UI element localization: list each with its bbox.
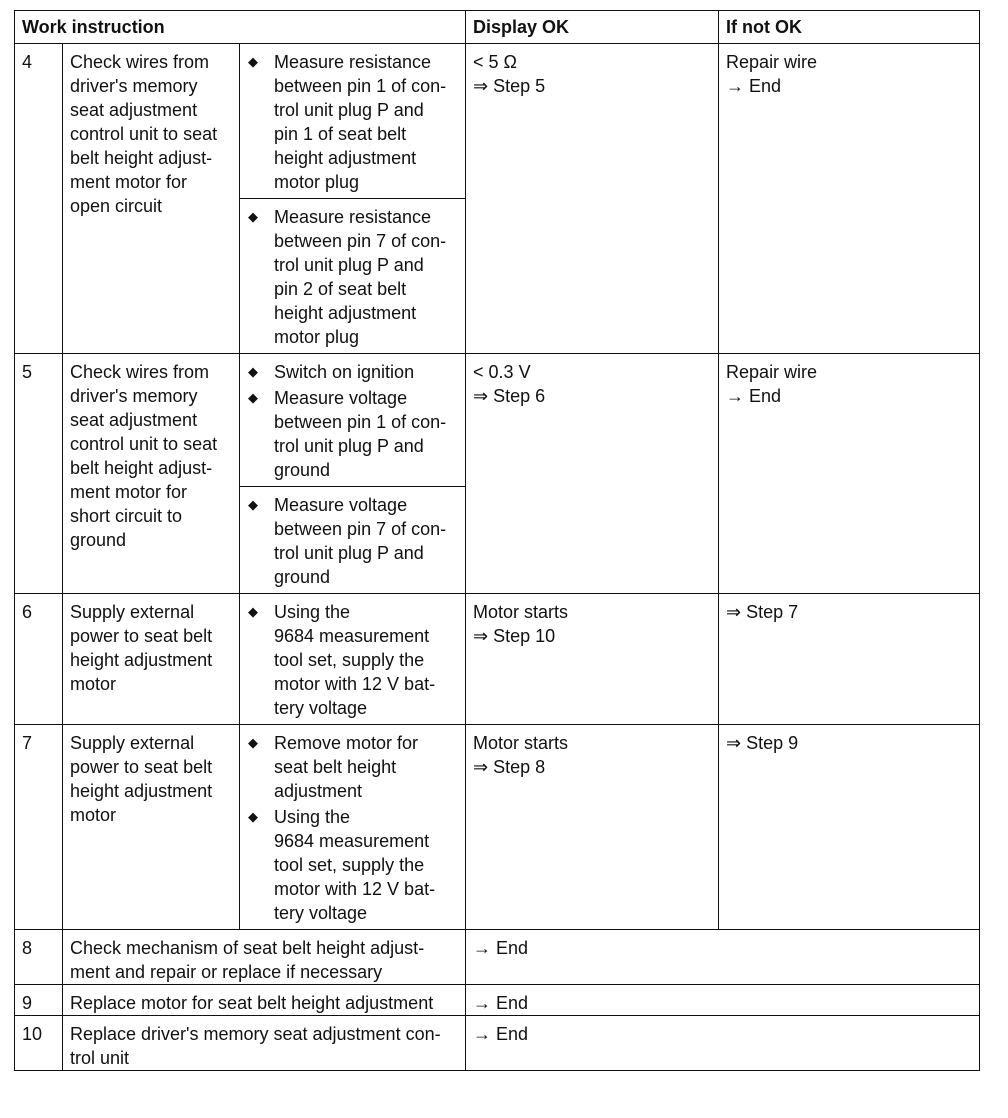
- header-if-not-ok: If not OK: [719, 11, 980, 44]
- text-line: motor with 12 V bat-: [274, 879, 436, 899]
- bullet-diamond-icon: ◆: [248, 54, 258, 69]
- text-line: belt height adjust-: [70, 458, 213, 478]
- text-line: ⇒ Step 9: [726, 733, 799, 753]
- text-line: < 5 Ω: [473, 52, 518, 72]
- task-description: [63, 354, 240, 594]
- text-line: between pin 1 of con-: [274, 412, 447, 432]
- text-line: < 0.3 V: [473, 362, 531, 382]
- table-row: [15, 930, 980, 985]
- text-line: driver's memory: [70, 386, 198, 406]
- text-line: ground: [70, 530, 127, 550]
- instruction-steps: [240, 44, 466, 354]
- text-line: short circuit to: [70, 506, 183, 526]
- text-line: Motor starts: [473, 602, 569, 622]
- text-line: trol unit: [70, 1048, 130, 1068]
- if-not-ok-result: [719, 594, 980, 725]
- text-line: seat adjustment: [70, 100, 198, 120]
- text-line: height adjustment: [274, 303, 417, 323]
- text-line: Remove motor for: [274, 733, 419, 753]
- text-line: control unit to seat: [70, 434, 218, 454]
- if-not-ok-result: [719, 354, 980, 594]
- text-line: motor: [70, 805, 117, 825]
- bullet-text: [274, 493, 459, 589]
- text-line: ment and repair or replace if necessary: [70, 962, 383, 982]
- task-description: [63, 985, 466, 1016]
- text-line: trol unit plug P and: [274, 100, 424, 120]
- text-line: between pin 7 of con-: [274, 231, 447, 251]
- text-line: power to seat belt: [70, 757, 213, 777]
- result: → End: [466, 1016, 980, 1071]
- text-line: tool set, supply the: [274, 650, 425, 670]
- bullet-text: [274, 205, 459, 349]
- text-line: ment motor for: [70, 172, 188, 192]
- bullet-diamond-icon: ◆: [248, 209, 258, 224]
- step-number: 4: [15, 44, 63, 354]
- text-line: ground: [274, 567, 331, 587]
- step-number: 7: [15, 725, 63, 930]
- header-display-ok: Display OK: [466, 11, 719, 44]
- text-line: Supply external: [70, 602, 195, 622]
- result: → End: [466, 930, 980, 985]
- bullet-diamond-icon: ◆: [248, 735, 258, 750]
- step-number: 6: [15, 594, 63, 725]
- bullet-text: [274, 600, 459, 720]
- text-line: Check wires from: [70, 362, 210, 382]
- bullet-item: [240, 486, 465, 593]
- text-line: open circuit: [70, 196, 163, 216]
- bullet-text: [274, 50, 459, 194]
- text-line: Check mechanism of seat belt height adjust-: [70, 938, 425, 958]
- table-body: [15, 44, 980, 1071]
- text-line: ment motor for: [70, 482, 188, 502]
- bullet-item: [240, 386, 465, 486]
- bullet-text: [274, 731, 459, 803]
- task-description: [63, 930, 466, 985]
- text-line: tery voltage: [274, 698, 368, 718]
- text-line: trol unit plug P and: [274, 436, 424, 456]
- text-line: adjustment: [274, 781, 363, 801]
- bullet-item: [240, 594, 465, 724]
- bullet-item: [240, 198, 465, 353]
- text-line: pin 1 of seat belt: [274, 124, 407, 144]
- table-row: [15, 354, 980, 594]
- header-work-instruction: Work instruction: [15, 11, 466, 44]
- text-line: Repair wire: [726, 362, 818, 382]
- text-line: seat adjustment: [70, 410, 198, 430]
- table-row: [15, 985, 980, 1016]
- text-line: Measure voltage: [274, 388, 408, 408]
- task-description: [63, 725, 240, 930]
- text-line: → End: [726, 386, 782, 406]
- text-line: trol unit plug P and: [274, 543, 424, 563]
- instruction-steps: [240, 594, 466, 725]
- text-line: ⇒ Step 8: [473, 757, 546, 777]
- text-line: Repair wire: [726, 52, 818, 72]
- instruction-steps: [240, 725, 466, 930]
- text-line: power to seat belt: [70, 626, 213, 646]
- bullet-item: [240, 44, 465, 198]
- text-line: motor with 12 V bat-: [274, 674, 436, 694]
- if-not-ok-result: [719, 44, 980, 354]
- step-number: 9: [15, 985, 63, 1016]
- if-not-ok-result: [719, 725, 980, 930]
- text-line: tery voltage: [274, 903, 368, 923]
- text-line: Using the: [274, 602, 351, 622]
- text-line: Measure resistance: [274, 52, 432, 72]
- text-line: between pin 1 of con-: [274, 76, 447, 96]
- text-line: Replace driver's memory seat adjustment con-: [70, 1024, 441, 1044]
- bullet-diamond-icon: ◆: [248, 364, 258, 379]
- text-line: driver's memory: [70, 76, 198, 96]
- display-ok-result: [466, 354, 719, 594]
- bullet-diamond-icon: ◆: [248, 497, 258, 512]
- text-line: height adjustment: [274, 148, 417, 168]
- text-line: motor: [70, 674, 117, 694]
- text-line: pin 2 of seat belt: [274, 279, 407, 299]
- text-line: motor plug: [274, 327, 360, 347]
- text-line: Check wires from: [70, 52, 210, 72]
- text-line: Switch on ignition: [274, 362, 415, 382]
- step-number: 5: [15, 354, 63, 594]
- step-number: 10: [15, 1016, 63, 1071]
- bullet-item: [240, 725, 465, 807]
- table-row: [15, 725, 980, 930]
- text-line: seat belt height: [274, 757, 397, 777]
- header-row: [15, 11, 980, 44]
- text-line: tool set, supply the: [274, 855, 425, 875]
- work-instruction-table: [14, 10, 980, 1071]
- display-ok-result: [466, 44, 719, 354]
- text-line: control unit to seat: [70, 124, 218, 144]
- table-row: [15, 44, 980, 354]
- instruction-steps: [240, 354, 466, 594]
- task-description: [63, 594, 240, 725]
- text-line: → End: [726, 76, 782, 96]
- text-line: ⇒ Step 10: [473, 626, 556, 646]
- text-line: Supply external: [70, 733, 195, 753]
- result: → End: [466, 985, 980, 1016]
- text-line: Using the: [274, 807, 351, 827]
- text-line: ⇒ Step 5: [473, 76, 546, 96]
- text-line: belt height adjust-: [70, 148, 213, 168]
- bullet-diamond-icon: ◆: [248, 390, 258, 405]
- text-line: trol unit plug P and: [274, 255, 424, 275]
- text-line: motor plug: [274, 172, 360, 192]
- display-ok-result: [466, 594, 719, 725]
- step-number: 8: [15, 930, 63, 985]
- text-line: between pin 7 of con-: [274, 519, 447, 539]
- table-row: [15, 1016, 980, 1071]
- bullet-text: [274, 805, 459, 925]
- task-description: [63, 44, 240, 354]
- text-line: ⇒ Step 6: [473, 386, 546, 406]
- text-line: Measure voltage: [274, 495, 408, 515]
- bullet-item: [240, 805, 465, 929]
- text-line: 9684 measurement: [274, 626, 430, 646]
- bullet-text: [274, 360, 459, 384]
- text-line: 9684 measurement: [274, 831, 430, 851]
- display-ok-result: [466, 725, 719, 930]
- task-description: [63, 1016, 466, 1071]
- text-line: Replace motor for seat belt height adjustment: [70, 993, 434, 1013]
- text-line: Motor starts: [473, 733, 569, 753]
- text-line: ⇒ Step 7: [726, 602, 799, 622]
- text-line: height adjustment: [70, 781, 213, 801]
- text-line: ground: [274, 460, 331, 480]
- bullet-text: [274, 386, 459, 482]
- text-line: height adjustment: [70, 650, 213, 670]
- bullet-diamond-icon: ◆: [248, 604, 258, 619]
- bullet-diamond-icon: ◆: [248, 809, 258, 824]
- bullet-item: [240, 354, 465, 388]
- text-line: Measure resistance: [274, 207, 432, 227]
- table-row: [15, 594, 980, 725]
